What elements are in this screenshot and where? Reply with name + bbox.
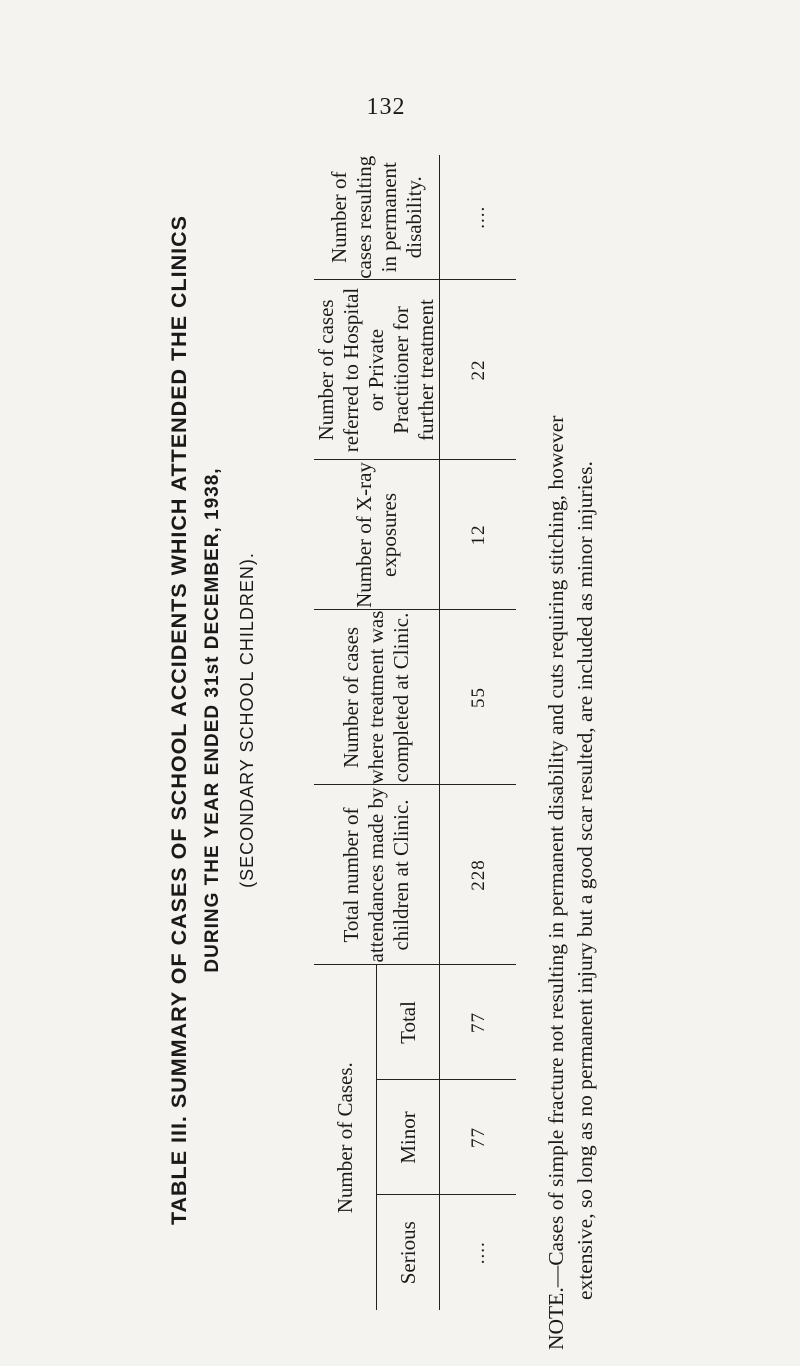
header-treatment-completed: Number of cases where treatment was completed at Clinic. [314,610,440,785]
cell-serious: .... [440,1195,517,1310]
header-permanent-disability: Number of cases resulting in permanent disability. [314,155,440,280]
title-line-1: TABLE III. SUMMARY OF CASES OF SCHOOL ACCIDENTS WHICH ATTENDED THE CLINICS [167,214,191,1226]
cell-attendances: 228 [440,785,517,965]
summary-table [314,155,516,1310]
page-number: 132 [366,94,406,120]
header-referred: Number of cases referred to Hospital or Private Practitioner for further treatment [314,280,440,460]
header-xray-exposures: Number of X-ray exposures [314,460,440,610]
note-line-2: extensive, so long as no permanent injury but a good scar resulted, are included as minor injuries. [573,461,597,1300]
footnote [542,150,600,1350]
header-total: Total [377,965,440,1080]
cell-minor: 77 [440,1080,517,1195]
title-line-2: DURING THE YEAR ENDED 31st DECEMBER, 1938, [202,467,223,973]
note-line-1: NOTE.—Cases of simple fracture not resulting in permanent disability and cuts requiring stitching, however [544,415,568,1350]
table-title [162,100,264,1340]
header-serious: Serious [377,1195,440,1310]
table-row [440,155,517,1310]
cell-xray-exposures: 12 [440,460,517,610]
header-number-of-cases: Number of Cases. [314,965,377,1310]
title-line-3: (SECONDARY SCHOOL CHILDREN). [237,552,257,888]
cell-permanent-disability: .... [467,205,489,229]
header-minor: Minor [377,1080,440,1195]
cell-referred: 22 [440,280,517,460]
cell-total: 77 [440,965,517,1080]
header-attendances: Total number of attendances made by children at Clinic. [314,785,440,965]
cell-treatment-completed: 55 [440,610,517,785]
